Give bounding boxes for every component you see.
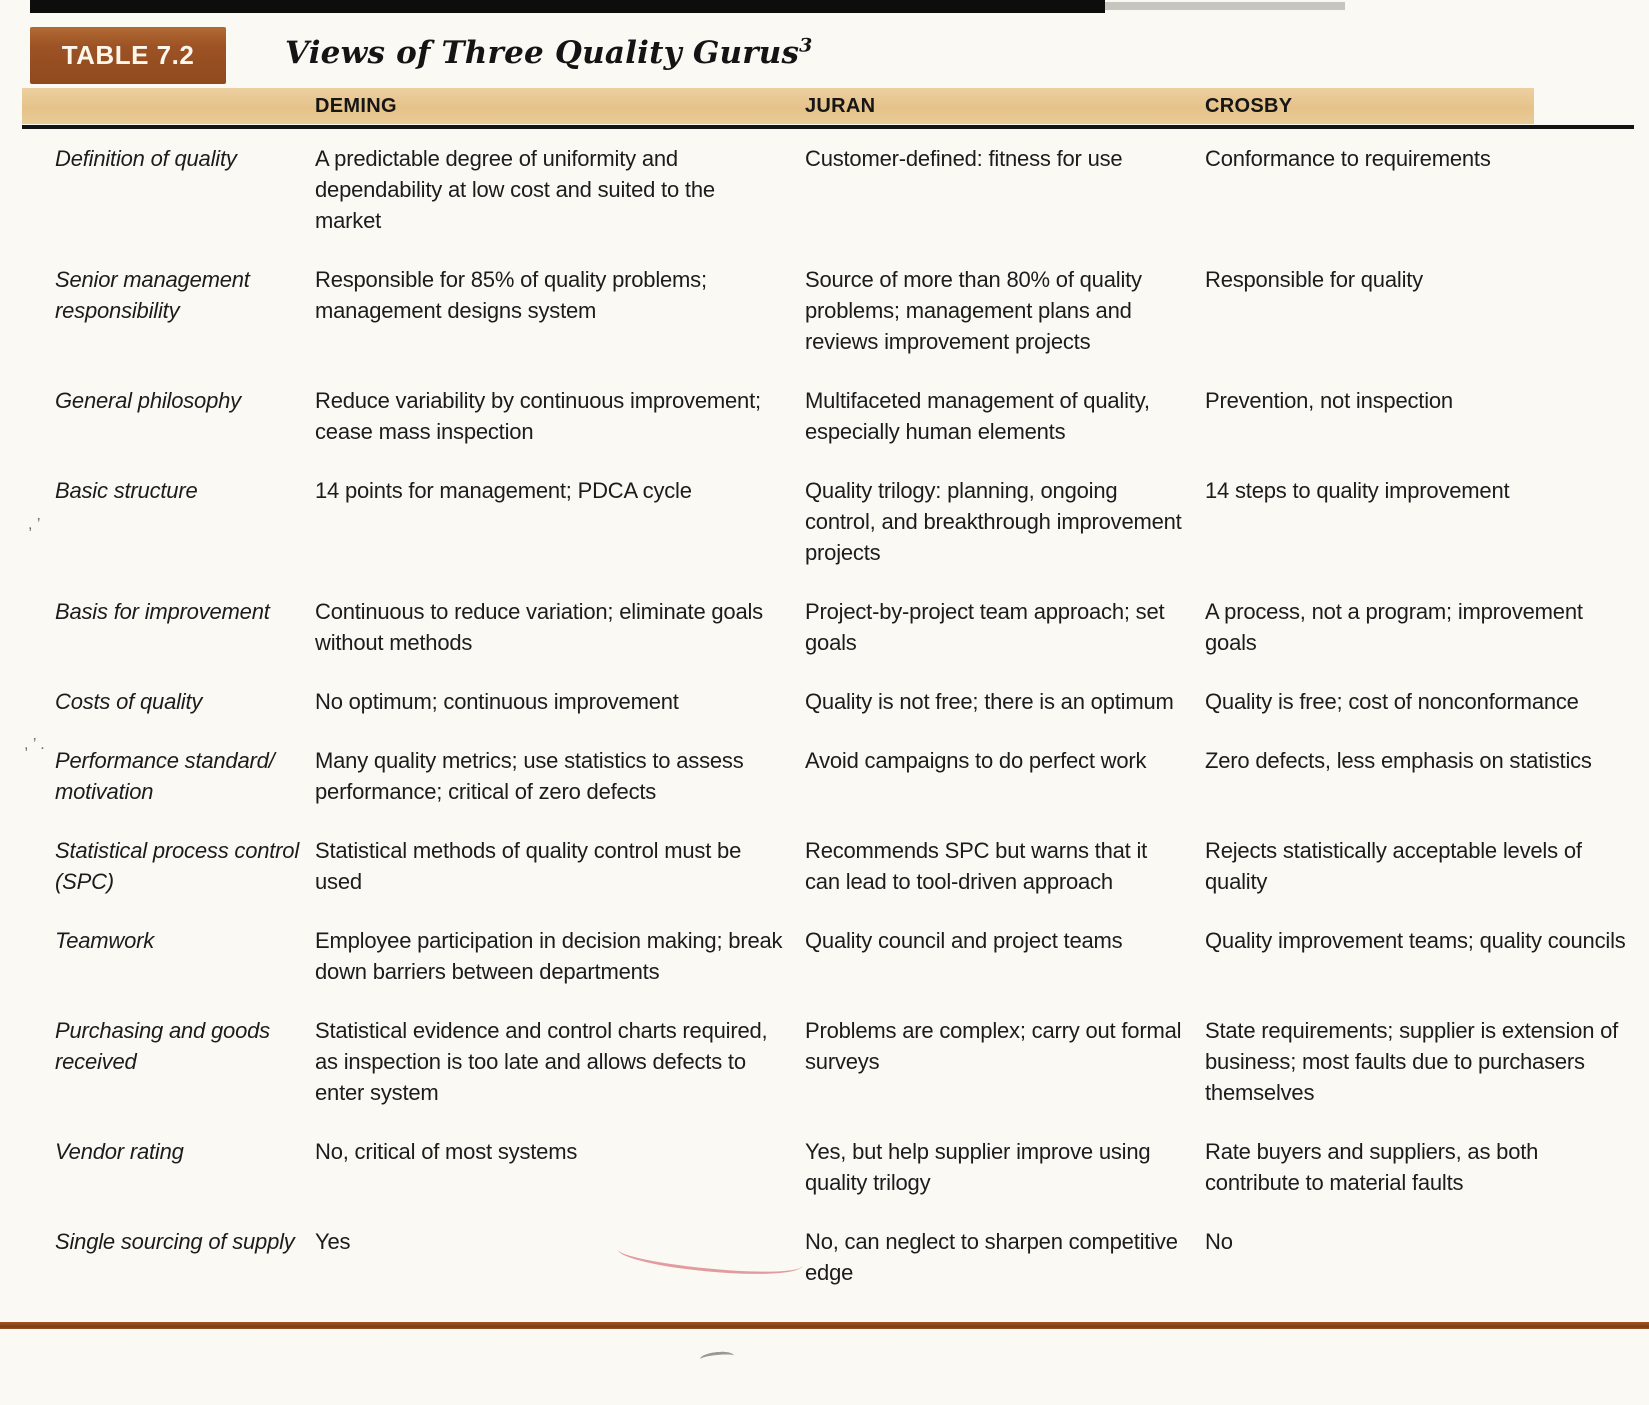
row-label: Purchasing and goods received bbox=[55, 1018, 270, 1074]
deming-cell: Statistical methods of quality control must be used bbox=[315, 838, 742, 894]
table-row bbox=[0, 264, 1649, 357]
scan-artifact-margin-mark: , ’ . bbox=[24, 736, 45, 753]
crosby-cell: State requirements; supplier is extension of business; most faults due to purchasers themselves bbox=[1205, 1018, 1619, 1105]
deming-cell: Reduce variability by continuous improvement; cease mass inspection bbox=[315, 388, 761, 444]
crosby-cell: Zero defects, less emphasis on statistics bbox=[1205, 748, 1592, 773]
table-number-badge: TABLE 7.2 bbox=[30, 27, 226, 84]
juran-cell: Source of more than 80% of quality problems; management plans and reviews improvement projects bbox=[805, 267, 1142, 354]
column-header-deming: DEMING bbox=[315, 94, 397, 117]
table-row bbox=[0, 596, 1649, 658]
deming-cell: Many quality metrics; use statistics to assess performance; critical of zero defects bbox=[315, 748, 744, 804]
table-title-text: Views of Three Quality Gurus bbox=[285, 35, 800, 71]
table-row bbox=[0, 1136, 1649, 1198]
deming-cell: No optimum; continuous improvement bbox=[315, 689, 679, 714]
row-label: Basis for improvement bbox=[55, 599, 270, 624]
column-header-juran: JURAN bbox=[805, 94, 876, 117]
column-header-row bbox=[0, 88, 1649, 124]
crosby-cell: Quality is free; cost of nonconformance bbox=[1205, 689, 1579, 714]
row-label: Performance standard/ motivation bbox=[55, 748, 275, 804]
crosby-cell: Responsible for quality bbox=[1205, 267, 1423, 292]
juran-cell: Quality council and project teams bbox=[805, 928, 1123, 953]
table-row bbox=[0, 745, 1649, 807]
table-row bbox=[0, 475, 1649, 568]
juran-cell: No, can neglect to sharpen competitive edge bbox=[805, 1229, 1178, 1285]
scan-artifact-squiggle bbox=[700, 1350, 735, 1364]
row-label: Costs of quality bbox=[55, 689, 203, 714]
juran-cell: Recommends SPC but warns that it can lead to tool-driven approach bbox=[805, 838, 1148, 894]
row-label: Senior management responsibility bbox=[55, 267, 250, 323]
row-label: Statistical process control (SPC) bbox=[55, 838, 300, 894]
scan-artifact-top-bar bbox=[30, 0, 1105, 13]
table-row bbox=[0, 143, 1649, 236]
scan-artifact-top-bar-light bbox=[1105, 2, 1345, 10]
row-label: Basic structure bbox=[55, 478, 198, 503]
deming-cell: No, critical of most systems bbox=[315, 1139, 578, 1164]
deming-cell: Statistical evidence and control charts required, as inspection is too late and allows defects to enter system bbox=[315, 1018, 768, 1105]
header-rule bbox=[22, 125, 1634, 129]
deming-cell: Responsible for 85% of quality problems; management designs system bbox=[315, 267, 707, 323]
row-label: Single sourcing of supply bbox=[55, 1229, 295, 1254]
deming-cell: Yes bbox=[315, 1229, 351, 1254]
juran-cell: Customer-defined: fitness for use bbox=[805, 146, 1123, 171]
footnote-superscript: 3 bbox=[799, 34, 813, 57]
bottom-rule bbox=[0, 1322, 1649, 1329]
juran-cell: Project-by-project team approach; set goals bbox=[805, 599, 1165, 655]
table-row bbox=[0, 385, 1649, 447]
juran-cell: Multifaceted management of quality, especially human elements bbox=[805, 388, 1150, 444]
column-header-crosby: CROSBY bbox=[1205, 94, 1293, 117]
juran-cell: Yes, but help supplier improve using quality trilogy bbox=[805, 1139, 1151, 1195]
deming-cell: Employee participation in decision making; break down barriers between departments bbox=[315, 928, 783, 984]
table-row bbox=[0, 835, 1649, 897]
table-header bbox=[0, 27, 1649, 87]
deming-cell: A predictable degree of uniformity and dependability at low cost and suited to the market bbox=[315, 146, 715, 233]
table-row bbox=[0, 686, 1649, 717]
row-label: General philosophy bbox=[55, 388, 241, 413]
row-label: Teamwork bbox=[55, 928, 155, 953]
crosby-cell: Rate buyers and suppliers, as both contribute to material faults bbox=[1205, 1139, 1539, 1195]
crosby-cell: No bbox=[1205, 1229, 1233, 1254]
crosby-cell: Quality improvement teams; quality councils bbox=[1205, 928, 1626, 953]
deming-cell: 14 points for management; PDCA cycle bbox=[315, 478, 692, 503]
crosby-cell: Conformance to requirements bbox=[1205, 146, 1491, 171]
deming-cell: Continuous to reduce variation; eliminate goals without methods bbox=[315, 599, 763, 655]
crosby-cell: 14 steps to quality improvement bbox=[1205, 478, 1510, 503]
table-row bbox=[0, 1226, 1649, 1288]
crosby-cell: A process, not a program; improvement goals bbox=[1205, 599, 1583, 655]
table-row bbox=[0, 925, 1649, 987]
juran-cell: Avoid campaigns to do perfect work bbox=[805, 748, 1147, 773]
table-title bbox=[285, 35, 813, 71]
crosby-cell: Rejects statistically acceptable levels of quality bbox=[1205, 838, 1582, 894]
table-row bbox=[0, 1015, 1649, 1108]
juran-cell: Quality is not free; there is an optimum bbox=[805, 689, 1174, 714]
juran-cell: Quality trilogy: planning, ongoing control, and breakthrough improvement projects bbox=[805, 478, 1182, 565]
scan-artifact-margin-mark: , ’ bbox=[28, 516, 41, 533]
crosby-cell: Prevention, not inspection bbox=[1205, 388, 1453, 413]
table-body bbox=[0, 143, 1649, 1316]
juran-cell: Problems are complex; carry out formal surveys bbox=[805, 1018, 1182, 1074]
row-label: Definition of quality bbox=[55, 146, 237, 171]
row-label: Vendor rating bbox=[55, 1139, 184, 1164]
